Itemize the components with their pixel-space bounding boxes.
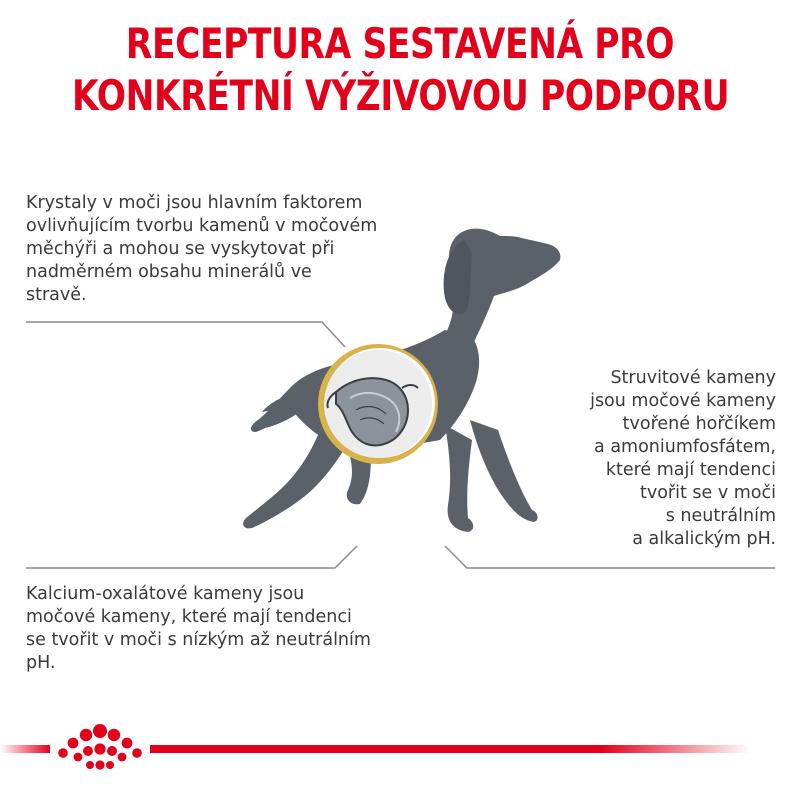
title-line-2: KONKRÉTNÍ VÝŽIVOVOU PODPORU (72, 71, 730, 120)
callout-line: Kalcium-oxalátové kameny jsou (26, 584, 305, 604)
callout-line: Struvitové kameny (610, 368, 776, 388)
callout-line-top-left (26, 322, 345, 347)
callout-line: Krystaly v moči jsou hlavním faktorem (26, 193, 363, 213)
callout-line: se tvořit v moči s nízkým až neutrálním (26, 630, 371, 650)
callout-line: nadměrném obsahu minerálů ve (26, 262, 312, 282)
callout-text-right (536, 367, 776, 551)
callout-text-top-left (26, 192, 416, 307)
callout-line: které mají tendenci (605, 460, 776, 480)
callout-line: měchýři a mohou se vyskytovat při (26, 239, 335, 259)
footer-bar-right (150, 745, 750, 753)
title-line-1: RECEPTURA SESTAVENÁ PRO (125, 19, 675, 68)
callout-line: močové kameny, které mají tendenci (26, 607, 352, 627)
callout-line: stravě. (26, 285, 87, 305)
royal-canin-crown-icon (58, 724, 142, 770)
callout-line: tvořené hořčíkem (622, 414, 776, 434)
callout-line: pH. (26, 653, 56, 673)
callout-line: a amoniumfosfátem, (594, 437, 776, 457)
callout-line: ovlivňujícím tvorbu kamenů v močovém (26, 216, 378, 236)
callout-line: s neutrálním (665, 506, 776, 526)
callout-line: jsou močové kameny (590, 391, 776, 411)
callout-text-bottom-left (26, 583, 416, 675)
callout-line: a alkalickým pH. (632, 529, 776, 549)
callout-line: tvořit se v moči (639, 483, 776, 503)
callout-line-bottom-left (26, 546, 357, 568)
bladder-icon (318, 344, 438, 464)
footer-bar-left (0, 745, 50, 753)
